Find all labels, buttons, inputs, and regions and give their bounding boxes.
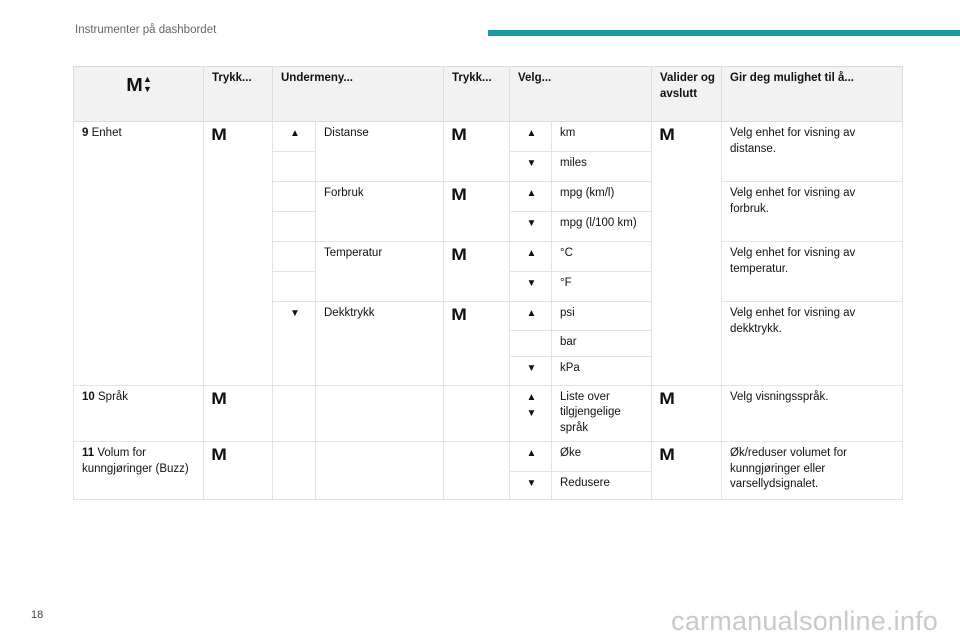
empty-cell [444,442,510,500]
empty-cell [273,385,316,442]
up-arrow-icon: ▲ [510,302,552,331]
up-arrow-icon: ▲ [510,242,552,272]
up-arrow-icon: ▲ [510,122,552,152]
menu-button-icon: M [451,125,467,144]
col-header-submenu: Undermeny... [273,67,444,122]
empty-cell [273,272,316,302]
up-arrow-icon: ▲ [143,74,152,84]
down-arrow-icon: ▼ [510,152,552,182]
row-label-unit: 9 Enhet [74,122,204,386]
desc-volume: Øk/reduser volumet for kunngjøringer eller varsellydsignalet. [722,442,903,500]
header-accent-bar [488,30,960,36]
option-miles: miles [552,152,652,182]
menu-button-icon: M [211,388,227,408]
desc-temperature: Velg enhet for visning av temperatur. [722,242,903,302]
option-psi: psi [552,302,652,331]
row-label-language: 10 Språk [74,385,204,442]
option-kpa: kPa [552,356,652,385]
empty-cell [273,442,316,500]
submenu-distance: Distanse [316,122,444,182]
empty-cell [316,385,444,442]
desc-tyre-pressure: Velg enhet for visning av dekktrykk. [722,302,903,386]
up-arrow-icon: ▲ [510,182,552,212]
col-header-press-2: Trykk... [444,67,510,122]
up-arrow-icon: ▲ [510,442,552,472]
option-mpg-kml: mpg (km/l) [552,182,652,212]
menu-button-icon: M [211,445,227,465]
down-arrow-icon: ▼ [273,302,316,386]
col-header-select: Velg... [510,67,652,122]
menu-button-icon: M [451,185,467,204]
menu-icon [444,302,510,386]
menu-table [73,66,903,500]
empty-cell [273,152,316,182]
menu-button-icon: M [659,125,675,144]
row-label-volume: 11 Volum for kunngjøringer (Buzz) [74,442,204,500]
menu-icon [652,122,722,386]
empty-cell [510,331,552,357]
submenu-consumption: Forbruk [316,182,444,242]
submenu-tyre-pressure: Dekktrykk [316,302,444,386]
menu-button-icon: M [451,305,467,324]
option-celsius: °C [552,242,652,272]
watermark: carmanualsonline.info [671,606,938,636]
col-header-press: Trykk... [204,67,273,122]
menu-button-icon: M [211,125,227,144]
down-arrow-icon: ▼ [510,356,552,385]
menu-icon [652,385,722,442]
option-fahrenheit: °F [552,272,652,302]
menu-button-icon: M [659,388,675,408]
up-arrow-icon: ▲ [273,122,316,152]
menu-icon [204,442,273,500]
desc-consumption: Velg enhet for visning av forbruk. [722,182,903,242]
down-arrow-icon: ▼ [510,212,552,242]
empty-cell [273,212,316,242]
menu-icon [204,122,273,386]
col-header-validate: Valider og avslutt [652,67,722,122]
down-arrow-icon: ▼ [510,272,552,302]
empty-cell [273,182,316,212]
down-arrow-icon: ▼ [510,472,552,500]
option-decrease: Redusere [552,472,652,500]
menu-button-icon: M [126,74,143,95]
section-title: Instrumenter på dashbordet [75,24,217,36]
option-bar: bar [552,331,652,357]
empty-cell [444,385,510,442]
menu-icon [444,122,510,182]
desc-distance: Velg enhet for visning av distanse. [722,122,903,182]
menu-icon [652,442,722,500]
option-km: km [552,122,652,152]
menu-button-icon: M [451,245,467,264]
option-increase: Øke [552,442,652,472]
empty-cell [273,242,316,272]
col-header-description: Gir deg mulighet til å... [722,67,903,122]
menu-button-icon: M [659,445,675,465]
header-menu-icon-cell [74,67,204,122]
page-number: 18 [31,609,44,621]
empty-cell [316,442,444,500]
submenu-temperature: Temperatur [316,242,444,302]
menu-icon [204,385,273,442]
menu-icon [444,242,510,302]
down-arrow-icon: ▼ [143,83,152,94]
menu-icon [444,182,510,242]
up-down-arrow-icon: ▲ ▼ [510,385,552,442]
option-language-list: Liste over tilgjengelige språk [552,385,652,442]
desc-language: Velg visningsspråk. [722,385,903,442]
option-mpg-l100: mpg (l/100 km) [552,212,652,242]
